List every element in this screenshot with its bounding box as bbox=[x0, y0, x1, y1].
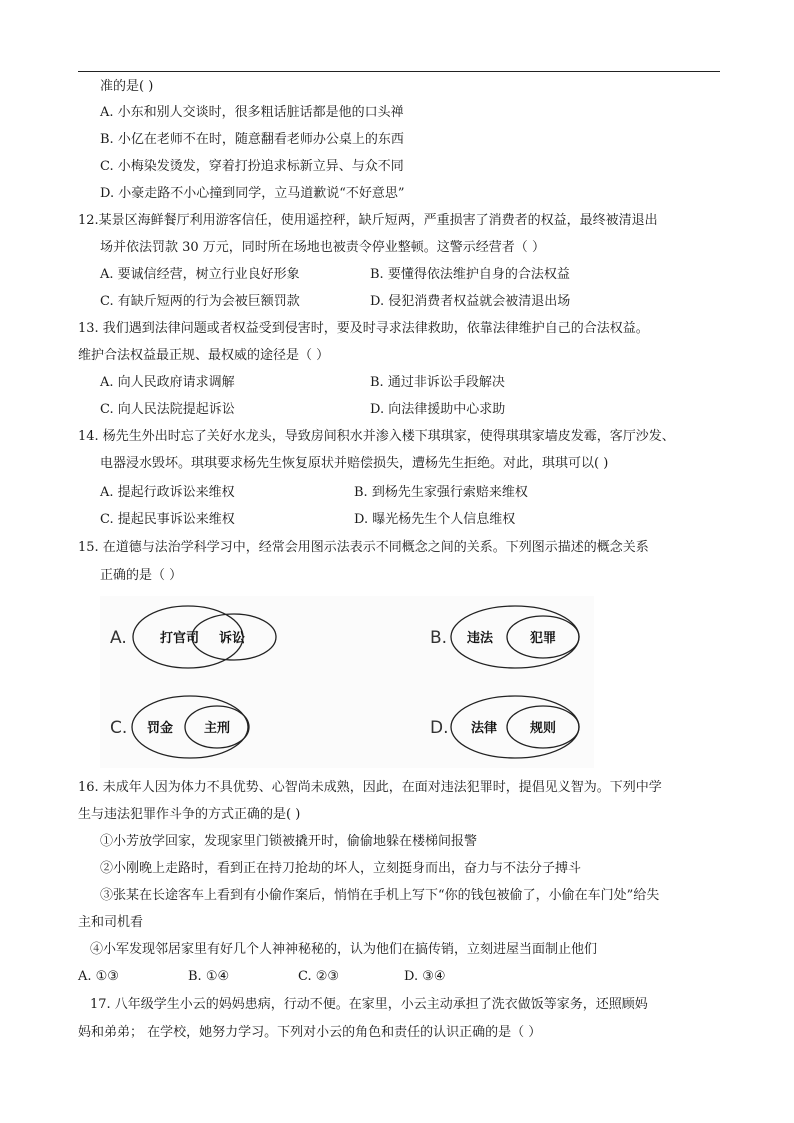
panel-d-letter: D. bbox=[430, 718, 449, 738]
q15-stem-line1: 15. 在道德与法治学科学习中，经常会用图示法表示不同概念之间的关系。下列图示描述的概念关系 bbox=[78, 540, 649, 555]
q13-option-a[interactable]: A. 向人民政府请求调解 bbox=[100, 375, 235, 390]
q12-option-d[interactable]: D. 侵犯消费者权益就会被清退出场 bbox=[370, 294, 571, 309]
panel-a-letter: A. bbox=[110, 628, 127, 648]
q14-option-a[interactable]: A. 提起行政诉讼来维权 bbox=[100, 485, 235, 500]
q17-stem-line2: 妈和弟弟； 在学校，她努力学习。下列对小云的角色和责任的认识正确的是（ ） bbox=[78, 1025, 542, 1040]
q12-option-c[interactable]: C. 有缺斤短两的行为会被巨额罚款 bbox=[100, 294, 300, 309]
q16-statement-2: ②小刚晚上走路时，看到正在持刀抢劫的坏人，立刻挺身而出，奋力与不法分子搏斗 bbox=[100, 861, 582, 876]
q17-stem-line1: 17. 八年级学生小云的妈妈患病，行动不便。在家里，小云主动承担了洗衣做饭等家务，还照顾妈 bbox=[90, 997, 648, 1012]
q12-stem-line1: 12.某景区海鲜餐厅利用游客信任，使用遥控秤，缺斤短两，严重损害了消费者的权益，最终被清退出 bbox=[78, 213, 658, 228]
panel-b-inner-label: 犯罪 bbox=[530, 631, 557, 646]
q14-stem-line2: 电器浸水毁坏。琪琪要求杨先生恢复原状并赔偿损失，遭杨先生拒绝。对此，琪琪可以( ) bbox=[100, 456, 609, 471]
q11-stem-tail: 准的是( ) bbox=[100, 79, 154, 94]
panel-c-inner-label: 主刑 bbox=[204, 721, 231, 736]
q14-option-c[interactable]: C. 提起民事诉讼来维权 bbox=[100, 512, 235, 527]
panel-c-letter: C. bbox=[110, 718, 128, 738]
concept-diagram-svg bbox=[100, 596, 594, 768]
q14-option-b[interactable]: B. 到杨先生家强行索赔来维权 bbox=[354, 485, 528, 500]
q14-stem-line1: 14. 杨先生外出时忘了关好水龙头，导致房间积水并渗入楼下琪琪家，使得琪琪家墙皮发霉，客厅沙发、 bbox=[78, 429, 675, 444]
panel-b-letter: B. bbox=[430, 628, 448, 648]
q16-option-b[interactable]: B. ①④ bbox=[188, 969, 230, 984]
q11-option-b[interactable]: B. 小亿在老师不在时，随意翻看老师办公桌上的东西 bbox=[100, 132, 404, 147]
q16-statement-1: ①小芳放学回家，发现家里门锁被撬开时，偷偷地躲在楼梯间报警 bbox=[100, 834, 478, 849]
q16-stem-line1: 16. 未成年人因为体力不具优势、心智尚未成熟，因此，在面对违法犯罪时，提倡见义智为。下列中学 bbox=[78, 780, 662, 795]
q13-stem-line1: 13. 我们遇到法律问题或者权益受到侵害时，要及时寻求法律救助，依靠法律维护自己的合法权益。 bbox=[78, 321, 649, 336]
q16-option-d[interactable]: D. ③④ bbox=[404, 969, 446, 984]
panel-c-outer-label: 罚金 bbox=[147, 721, 174, 736]
q12-stem-line2: 场并依法罚款 30 万元，同时所在场地也被责令停业整顿。这警示经营者（ ） bbox=[100, 240, 545, 255]
q11-option-c[interactable]: C. 小梅染发烫发，穿着打扮追求标新立异、与众不同 bbox=[100, 159, 404, 174]
q16-option-c[interactable]: C. ②③ bbox=[298, 969, 340, 984]
panel-a-inner-label: 诉讼 bbox=[219, 631, 246, 646]
q12-option-b[interactable]: B. 要懂得依法维护自身的合法权益 bbox=[370, 267, 570, 282]
q11-option-d[interactable]: D. 小豪走路不小心撞到同学，立马道歉说“不好意思” bbox=[100, 186, 405, 201]
diagram-background bbox=[100, 596, 594, 768]
q13-option-b[interactable]: B. 通过非诉讼手段解决 bbox=[370, 375, 505, 390]
q12-option-a[interactable]: A. 要诚信经营，树立行业良好形象 bbox=[100, 267, 300, 282]
q15-stem-line2: 正确的是（ ） bbox=[100, 568, 183, 583]
q13-option-c[interactable]: C. 向人民法院提起诉讼 bbox=[100, 402, 235, 417]
panel-a-outer-label: 打官司 bbox=[160, 631, 200, 646]
q16-statement-3-line2: 主和司机看 bbox=[78, 915, 144, 930]
q16-statement-4: ④小军发现邻居家里有好几个人神神秘秘的，认为他们在搞传销，立刻进屋当面制止他们 bbox=[90, 942, 598, 957]
q13-option-d[interactable]: D. 向法律援助中心求助 bbox=[370, 402, 506, 417]
q16-stem-line2: 生与违法犯罪作斗争的方式正确的是( ) bbox=[78, 807, 301, 822]
panel-d-outer-label: 法律 bbox=[471, 721, 498, 736]
q14-option-d[interactable]: D. 曝光杨先生个人信息维权 bbox=[354, 512, 516, 527]
q16-option-a[interactable]: A. ①③ bbox=[78, 969, 119, 984]
panel-b-outer-label: 违法 bbox=[467, 631, 494, 646]
q11-option-a[interactable]: A. 小东和别人交谈时，很多粗话脏话都是他的口头禅 bbox=[100, 105, 404, 120]
q13-stem-line2: 维护合法权益最正规、最权威的途径是（ ） bbox=[78, 348, 330, 363]
concept-diagram bbox=[100, 596, 594, 768]
header-rule bbox=[78, 71, 720, 72]
panel-d-inner-label: 规则 bbox=[530, 721, 557, 736]
q16-statement-3-line1: ③张某在长途客车上看到有小偷作案后，悄悄在手机上写下“你的钱包被偷了，小偷在车门处”给失 bbox=[100, 888, 660, 903]
